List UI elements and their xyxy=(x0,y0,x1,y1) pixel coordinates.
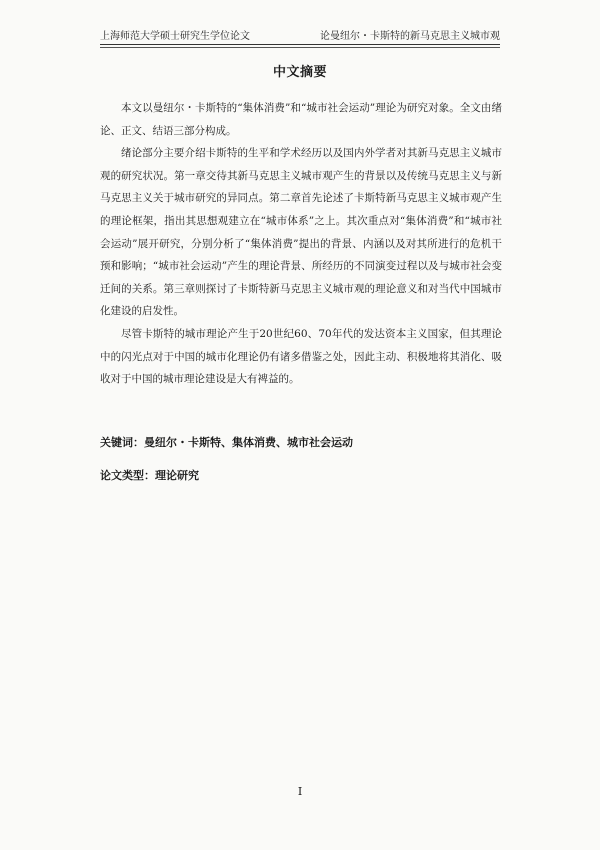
running-header xyxy=(100,26,500,42)
abstract-paragraph: 本文以曼纽尔・卡斯特的“集体消费”和“城市社会运动”理论为研究对象。全文由绪论、正文、结语三部分构成。 xyxy=(100,102,502,137)
header-rule xyxy=(100,44,500,48)
abstract-paragraph: 绪论部分主要介绍卡斯特的生平和学术经历以及国内外学者对其新马克思主义城市观的研究状况。第一章交待其新马克思主义城市观产生的背景以及传统马克思主义与新马克思主义关于城市研究的异同点。第二章首先论述了卡斯特新马克思主义城市观产生的理论框架，指出其思想观建立在“城市体系”之上。其次重点对“集体消费”和“城市社会运动”展开研究，分别分析了“集体消费”提出的背景、内涵以及对其所进行的危机干预和影响；“城市社会运动”产生的理论背景、所经历的不同演变过程以及与城市社会变迁间的关系。第三章则探讨了卡斯特新马克思主义城市观的理论意义和对当代中国城市化建设的启发性。 xyxy=(100,147,502,318)
abstract-body xyxy=(100,97,502,391)
header-left: 上海师范大学硕士研究生学位论文 xyxy=(100,31,250,42)
page-title: 中文摘要 xyxy=(272,65,327,80)
keywords-line: 关键词：曼纽尔・卡斯特、集体消费、城市社会运动 xyxy=(100,436,353,449)
page-number: I xyxy=(297,785,303,798)
abstract-paragraph: 尽管卡斯特的城市理论产生于20世纪60、70年代的发达资本主义国家，但其理论中的闪光点对于中国的城市化理论仍有诸多借鉴之处，因此主动、积极地将其消化、吸收对于中国的城市理论建设是大有裨益的。 xyxy=(100,327,502,386)
paper-type-line: 论文类型：理论研究 xyxy=(100,469,199,482)
header-right: 论曼纽尔・卡斯特的新马克思主义城市观 xyxy=(320,31,500,42)
